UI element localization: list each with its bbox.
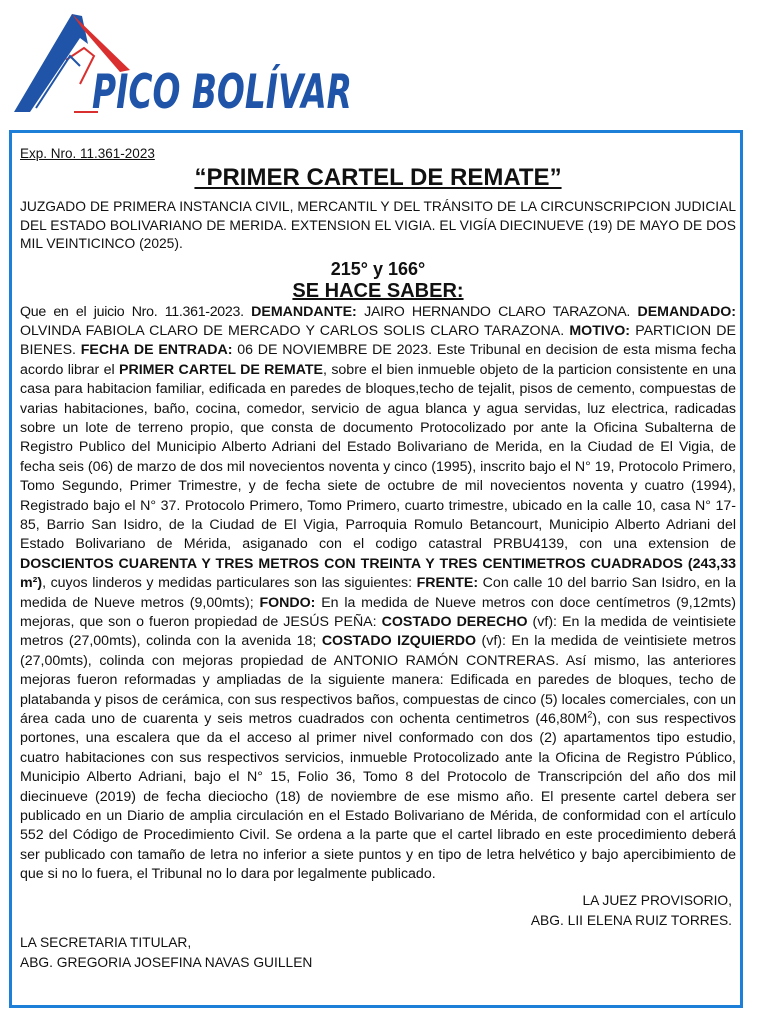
label-frente: FRENTE: (416, 575, 479, 592)
body-motivo: PARTICION DE BIENES. (20, 322, 736, 359)
judge-signature (20, 891, 736, 931)
body-closing: ), con sus respectivos portones, una escalera que da el acceso al primer nivel conformado con dos (2) apartamentos tipo estudio, cuatro habitaciones con sus respectivos servicios, inmueble Protocolizado ante la Oficina de Registro Público, Municipio Alberto Adriani, bajo el N° 15, Folio 36, Tomo 8 del Protocolo de Transcripción del año dos mil diecinueve (2019) de fecha dieciocho (18) de noviembre de ese mismo año. El presente cartel debera ser publicado en un Diario de amplia circulación en el Estado Bolivariano de Mérida, de conformidad con el artículo 552 del Código de Procedimiento Civil. Se ordena a la parte que el cartel librado en este procedimiento deberá ser publicado con tamaño de letra no inferior a siete puntos y en tipo de letra helvético y bajo apercibimiento de que si no lo fuera, el Tribunal no lo dara por legalmente publicado. (20, 711, 736, 883)
label-fecha-entrada: FECHA DE ENTRADA: (80, 342, 233, 359)
body-description: , sobre el bien inmueble objeto de la particion consistente en una casa para habitacion familiar, edificada en paredes de bloques,techo de tejalit, pisos de cemento, compuestas de varias habitaciones, baño, cocina, comedor, servicio de agua blanca y agua servidas, luz electrica, radicadas sobre un lote de terreno propio, que consta de documento Protocolizado por ante la Oficina Subalterna de Registro Publico del Municipio Alberto Adriani del Estado Bolivariano de Merida, en la Ciudad de El Vigia, de fecha seis (06) de marzo de dos mil novecientos noventa y cinco (1995), inscrito bajo el N° 19, Protocolo Primero, Tomo Segundo, Primer Trimestre, y de fecha siete de octubre de mil novecientos noventa y cuatro (1994), Registrado bajo el N° 37. Protocolo Primero, Tomo Primero, cuarto trimestre, ubicado en la calle 10, casa N° 17-85, Barrio San Isidro, de la Ciudad de El Vigia, Parroquia Romulo Betancourt, Municipio Alberto Adriani del Estado Bolivariano de Mérida, asiganado con el codigo catastral PRBU4139, con una extension de (20, 361, 736, 553)
body-costado-derecho: (vf): En la medida de veintisiete metros (27,00mts), colinda con la avenida 18; (20, 614, 736, 650)
body-costado-izquierdo: (vf): En la medida de veintisiete metros (27,00mts), colinda con mejoras propiedad de ANTONIO RAMÓN CONTRERAS. Así mismo, las anteriores mejoras fueron reformadas y ampliadas de la siguiente manera: Edificada en paredes de bloques, techo de platabanda y pisos de cerámica, con sus respectivos baños, compuestas de cinco (5) locales comerciales, con un área cada uno de cuarenta y seis metros cuadrados con ochenta centimetros (46,80M (20, 633, 736, 728)
notice-title: “PRIMER CARTEL DE REMATE” (194, 164, 562, 191)
label-primer-cartel: PRIMER CARTEL DE REMATE (118, 361, 324, 378)
notice-body (20, 303, 736, 885)
body-demandado: OLVINDA FABIOLA CLARO DE MERCADO Y CARLOS SOLIS CLARO TARAZONA. (20, 322, 570, 339)
superscript-two: 2 (587, 709, 593, 720)
label-motivo: MOTIVO: (569, 322, 631, 339)
label-extension: DOSCIENTOS CUARENTA Y TRES METROS CON TREINTA Y TRES CENTIMETROS CUADRADOS (243,33 m²) (20, 555, 736, 592)
mountain-peak-red (72, 14, 130, 72)
label-demandante: DEMANDANTE: (251, 303, 357, 320)
body-fondo: En la medida de Nueve metros con doce centímetros (9,12mts) mejoras, que son o fueron propiedad de JESÚS PEÑA: (20, 594, 736, 630)
label-fondo: FONDO: (259, 594, 316, 611)
label-costado-derecho: COSTADO DERECHO (381, 614, 528, 630)
secretary-title: LA SECRETARIA TITULAR, (20, 934, 192, 950)
body-demandante: JAIRO HERNANDO CLARO TARAZONA. (356, 303, 638, 320)
logo-wordmark: PICO BOLÍVAR (92, 65, 352, 120)
judge-name: ABG. LII ELENA RUIZ TORRES. (530, 912, 732, 928)
court-header: JUZGADO DE PRIMERA INSTANCIA CIVIL, MERCANTIL Y DEL TRÁNSITO DE LA CIRCUNSCRIPCION JUDICIAL DEL ESTADO BOLIVARIANO DE MERIDA. EXTENSION EL VIGIA. EL VIGÍA DIECINUEVE (19) DE MAYO DE DOS MIL VEINTICINCO (2025). (20, 199, 736, 251)
pico-bolivar-logo (10, 8, 355, 120)
label-costado-izquierdo: COSTADO IZQUIERDO (321, 633, 477, 650)
body-frente: Con calle 10 del barrio San Isidro, en la medida de Nueve metros (9,00mts); (20, 575, 736, 611)
hace-saber-heading: SE HACE SABER: (292, 279, 464, 302)
body-intro: Que en el juicio Nro. 11.361-2023. (20, 303, 252, 320)
notice-content (20, 146, 736, 973)
secretary-signature (20, 933, 736, 973)
label-demandado: DEMANDADO: (637, 303, 736, 320)
body-fecha: 06 DE NOVIEMBRE DE 2023. Este Tribunal en decision de esta misma fecha acordo librar el (20, 342, 736, 378)
secretary-name: ABG. GREGORIA JOSEFINA NAVAS GUILLEN (20, 954, 313, 970)
case-number: Exp. Nro. 11.361-2023 (20, 146, 155, 161)
judge-title: LA JUEZ PROVISORIO, (582, 892, 732, 908)
body-linderos: , cuyos linderos y medidas particulares son las siguientes: (42, 575, 417, 592)
years-line: 215° y 166° (330, 258, 426, 279)
